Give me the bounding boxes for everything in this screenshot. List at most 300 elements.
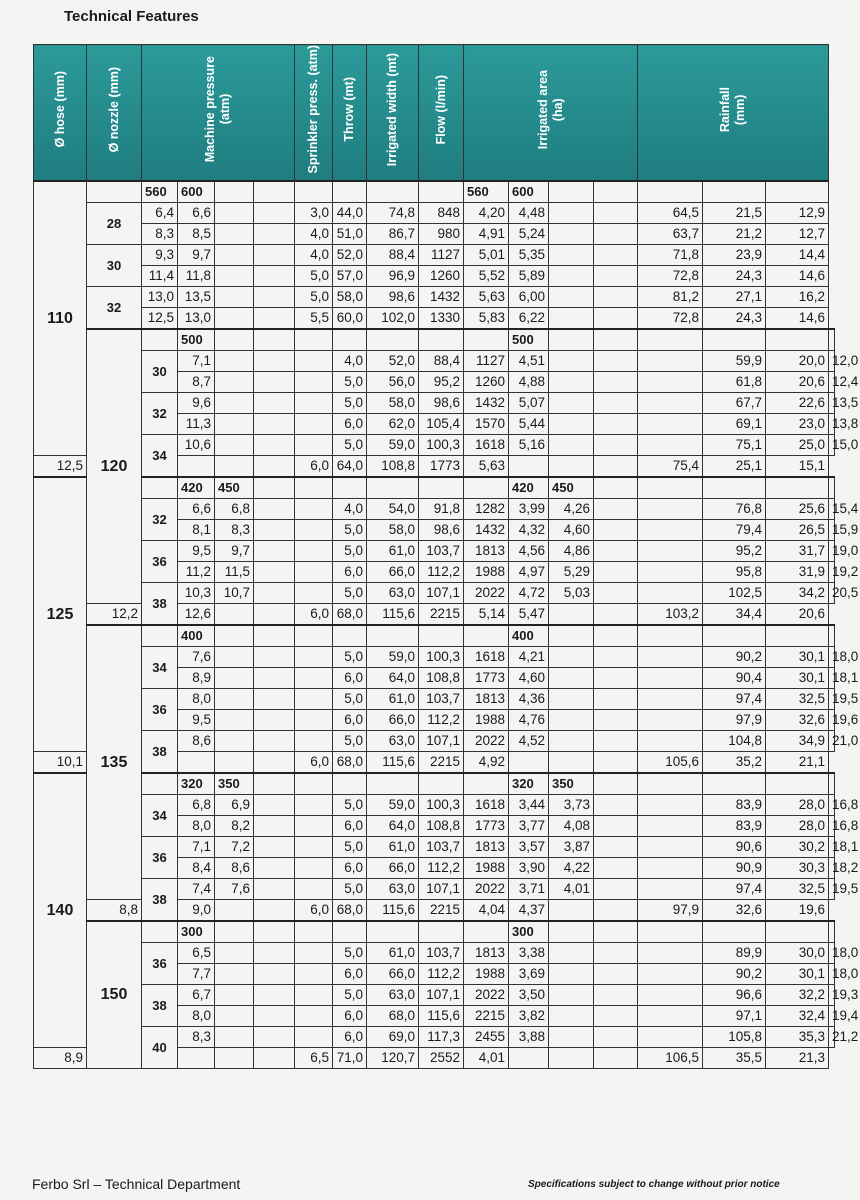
irrigated-area-value	[594, 984, 638, 1005]
machine-pressure-value	[215, 984, 254, 1005]
table-body	[34, 181, 859, 1069]
irrigated-area-value	[594, 371, 638, 392]
rainfall-value: 69,1	[703, 413, 766, 434]
sprinkler-pressure-value: 5,0	[333, 984, 367, 1005]
sprinkler-pressure-value: 5,0	[333, 730, 367, 751]
machine-pressure-value	[215, 751, 254, 773]
irrigated-area-value	[594, 899, 638, 921]
machine-pressure-value: 8,0	[178, 1005, 215, 1026]
machine-pressure-value	[254, 836, 295, 857]
rainfall-value: 34,4	[703, 603, 766, 625]
flow-value: 2455	[464, 1026, 509, 1047]
flow-value: 1570	[464, 413, 509, 434]
area-length-label: 350	[549, 773, 594, 795]
machine-pressure-value	[254, 498, 295, 519]
machine-pressure-value: 8,6	[215, 857, 254, 878]
rainfall-value: 24,3	[703, 307, 766, 329]
irrigated-width-value: 103,7	[419, 540, 464, 561]
rainfall-value: 16,2	[766, 286, 829, 307]
irrigated-area-value	[549, 1005, 594, 1026]
irrigated-area-value	[594, 434, 638, 455]
irrigated-area-value	[594, 878, 638, 899]
rainfall-value: 31,7	[766, 540, 829, 561]
irrigated-area-value	[638, 498, 703, 519]
machine-pressure-value	[254, 371, 295, 392]
irrigated-area-value	[594, 646, 638, 667]
sprinkler-pressure-value: 6,0	[295, 899, 333, 921]
header-row	[34, 45, 835, 181]
irrigated-area-value	[638, 857, 703, 878]
flow-value: 2215	[464, 1005, 509, 1026]
irrigated-area-value	[638, 709, 703, 730]
rainfall-value: 21,2	[829, 1026, 835, 1047]
machine-pressure-value	[295, 730, 333, 751]
header-rainfall: Rainfall (mm)	[638, 45, 829, 181]
machine-pressure-value	[254, 413, 295, 434]
machine-pressure-value: 6,8	[215, 498, 254, 519]
irrigated-area-value	[594, 794, 638, 815]
machine-pressure-value: 8,6	[178, 730, 215, 751]
irrigated-area-value: 5,44	[509, 413, 549, 434]
throw-value: 61,0	[367, 540, 419, 561]
machine-pressure-value	[215, 709, 254, 730]
irrigated-area-value: 5,35	[509, 244, 549, 265]
sprinkler-pressure-value: 6,0	[333, 1026, 367, 1047]
irrigated-area-value	[638, 413, 703, 434]
flow-value: 2022	[464, 878, 509, 899]
machine-pressure-value	[178, 455, 215, 477]
throw-value: 52,0	[367, 350, 419, 371]
nozzle-diameter: 34	[142, 794, 178, 836]
throw-value: 52,0	[333, 244, 367, 265]
irrigated-area-value	[594, 963, 638, 984]
irrigated-area-value: 3,87	[549, 836, 594, 857]
pressure-length-label	[295, 921, 333, 943]
rainfall-value: 15,0	[829, 434, 835, 455]
machine-pressure-value	[215, 434, 254, 455]
machine-pressure-value: 7,1	[178, 350, 215, 371]
machine-pressure-value	[254, 878, 295, 899]
rainfall-value: 97,4	[703, 688, 766, 709]
table-row	[34, 1026, 835, 1047]
machine-pressure-value	[295, 540, 333, 561]
throw-value: 66,0	[367, 561, 419, 582]
irrigated-area-value: 3,88	[509, 1026, 549, 1047]
rainfall-value: 30,2	[766, 836, 829, 857]
nozzle-diameter: 32	[142, 498, 178, 540]
flow-value: 1618	[464, 646, 509, 667]
rainfall-value: 35,5	[703, 1047, 766, 1068]
sprinkler-pressure-value: 6,0	[333, 857, 367, 878]
rainfall-value: 23,9	[703, 244, 766, 265]
irrigated-area-value	[594, 942, 638, 963]
irrigated-area-value	[549, 688, 594, 709]
hose-group-header-row	[34, 477, 835, 499]
irrigated-area-value	[549, 709, 594, 730]
empty-cell	[142, 773, 178, 795]
machine-pressure-value	[215, 371, 254, 392]
rainfall-value: 19,3	[829, 984, 835, 1005]
rainfall-value: 95,8	[703, 561, 766, 582]
machine-pressure-value	[215, 392, 254, 413]
irrigated-area-value	[549, 984, 594, 1005]
machine-pressure-value	[295, 815, 333, 836]
irrigated-width-value: 100,3	[419, 646, 464, 667]
machine-pressure-value	[295, 646, 333, 667]
irrigated-area-value	[594, 1047, 638, 1068]
irrigated-area-value: 4,26	[549, 498, 594, 519]
pressure-length-label: 350	[215, 773, 254, 795]
irrigated-area-value: 3,99	[509, 498, 549, 519]
throw-value: 60,0	[333, 307, 367, 329]
rainfall-value: 27,1	[703, 286, 766, 307]
machine-pressure-value	[254, 455, 295, 477]
irrigated-area-value	[638, 963, 703, 984]
irrigated-area-value	[549, 202, 594, 223]
rainfall-value: 12,7	[766, 223, 829, 244]
rainfall-value: 72,8	[638, 307, 703, 329]
sprinkler-pressure-value: 5,0	[333, 688, 367, 709]
rainfall-value: 22,6	[766, 392, 829, 413]
area-length-label	[594, 329, 638, 351]
machine-pressure-value	[254, 709, 295, 730]
empty-cell	[464, 773, 509, 795]
machine-pressure-value: 10,1	[34, 751, 87, 773]
table-row	[34, 498, 835, 519]
irrigated-area-value	[549, 265, 594, 286]
machine-pressure-value	[295, 392, 333, 413]
rainfall-value: 16,8	[829, 815, 835, 836]
irrigated-area-value: 4,37	[509, 899, 549, 921]
machine-pressure-value: 7,6	[215, 878, 254, 899]
machine-pressure-value: 9,3	[142, 244, 178, 265]
irrigated-area-value: 4,88	[509, 371, 549, 392]
sprinkler-pressure-value: 6,0	[333, 1005, 367, 1026]
area-length-label	[638, 625, 703, 647]
flow-value: 1813	[464, 942, 509, 963]
machine-pressure-value	[215, 307, 254, 329]
machine-pressure-value: 8,2	[215, 815, 254, 836]
machine-pressure-value	[295, 688, 333, 709]
flow-value: 1773	[419, 455, 464, 477]
throw-value: 63,0	[367, 582, 419, 603]
sprinkler-pressure-value: 6,0	[295, 455, 333, 477]
irrigated-area-value: 5,16	[509, 434, 549, 455]
sprinkler-pressure-value: 5,0	[333, 646, 367, 667]
machine-pressure-value	[215, 350, 254, 371]
irrigated-area-value	[549, 1026, 594, 1047]
empty-cell	[333, 181, 367, 203]
machine-pressure-value	[254, 646, 295, 667]
machine-pressure-value	[178, 1047, 215, 1068]
irrigated-width-value: 117,3	[419, 1026, 464, 1047]
irrigated-area-value	[638, 561, 703, 582]
irrigated-area-value: 4,92	[464, 751, 509, 773]
area-length-label	[549, 625, 594, 647]
rainfall-value: 34,9	[766, 730, 829, 751]
machine-pressure-value	[215, 603, 254, 625]
irrigated-width-value: 88,4	[419, 350, 464, 371]
sprinkler-pressure-value: 5,0	[295, 265, 333, 286]
machine-pressure-value: 8,0	[178, 815, 215, 836]
flow-value: 2552	[419, 1047, 464, 1068]
pressure-length-label: 420	[178, 477, 215, 499]
irrigated-width-value: 107,1	[419, 582, 464, 603]
pressure-length-label	[215, 181, 254, 203]
rainfall-value: 18,2	[829, 857, 835, 878]
area-length-label	[638, 329, 703, 351]
throw-value: 66,0	[367, 857, 419, 878]
irrigated-area-value	[594, 540, 638, 561]
empty-cell	[333, 921, 367, 943]
irrigated-width-value: 95,2	[419, 371, 464, 392]
empty-cell	[419, 921, 464, 943]
empty-cell	[703, 181, 766, 203]
table-row	[34, 942, 835, 963]
machine-pressure-value	[254, 603, 295, 625]
header-flow: Flow (l/min)	[419, 45, 464, 181]
irrigated-area-value: 4,60	[549, 519, 594, 540]
irrigated-area-value: 4,01	[549, 878, 594, 899]
irrigated-area-value: 5,52	[464, 265, 509, 286]
area-length-label	[549, 181, 594, 203]
machine-pressure-value	[254, 751, 295, 773]
irrigated-width-value: 74,8	[367, 202, 419, 223]
rainfall-value: 34,2	[766, 582, 829, 603]
pressure-length-label	[254, 625, 295, 647]
irrigated-area-value	[549, 1047, 594, 1068]
hose-diameter: 110	[34, 181, 87, 456]
throw-value: 64,0	[367, 815, 419, 836]
irrigated-area-value	[594, 751, 638, 773]
irrigated-area-value	[594, 1026, 638, 1047]
pressure-length-label	[254, 181, 295, 203]
machine-pressure-value	[295, 1026, 333, 1047]
nozzle-diameter: 38	[142, 582, 178, 625]
nozzle-diameter: 34	[142, 434, 178, 477]
empty-cell	[703, 625, 766, 647]
rainfall-value: 16,8	[829, 794, 835, 815]
empty-cell	[367, 181, 419, 203]
machine-pressure-value	[215, 688, 254, 709]
empty-cell	[464, 921, 509, 943]
nozzle-diameter: 38	[142, 984, 178, 1026]
throw-value: 61,0	[367, 836, 419, 857]
irrigated-area-value	[594, 730, 638, 751]
irrigated-area-value: 3,50	[509, 984, 549, 1005]
sprinkler-pressure-value: 5,0	[333, 540, 367, 561]
rainfall-value: 19,6	[766, 899, 829, 921]
flow-value: 1618	[464, 434, 509, 455]
sprinkler-pressure-value: 5,0	[333, 794, 367, 815]
irrigated-area-value: 5,01	[464, 244, 509, 265]
irrigated-width-value: 91,8	[419, 498, 464, 519]
rainfall-value: 89,9	[703, 942, 766, 963]
header-irrigated-area: Irrigated area (ha)	[464, 45, 638, 181]
machine-pressure-value	[215, 223, 254, 244]
irrigated-width-value: 115,6	[367, 751, 419, 773]
flow-value: 2215	[419, 899, 464, 921]
table-row	[34, 688, 835, 709]
machine-pressure-value	[295, 984, 333, 1005]
table-row	[34, 265, 835, 286]
irrigated-area-value	[638, 434, 703, 455]
machine-pressure-value	[254, 1005, 295, 1026]
page-title: Technical Features	[64, 8, 199, 25]
irrigated-width-value: 112,2	[419, 963, 464, 984]
irrigated-area-value	[638, 815, 703, 836]
empty-cell	[367, 477, 419, 499]
irrigated-area-value	[638, 688, 703, 709]
machine-pressure-value: 11,4	[142, 265, 178, 286]
rainfall-value: 35,3	[766, 1026, 829, 1047]
irrigated-width-value: 98,6	[419, 519, 464, 540]
irrigated-area-value	[638, 1005, 703, 1026]
machine-pressure-value	[215, 667, 254, 688]
flow-value: 1813	[464, 540, 509, 561]
empty-cell	[766, 625, 829, 647]
rainfall-value: 61,8	[703, 371, 766, 392]
area-length-label	[638, 477, 703, 499]
throw-value: 58,0	[367, 519, 419, 540]
empty-cell	[333, 773, 367, 795]
table-row	[34, 392, 835, 413]
machine-pressure-value	[254, 963, 295, 984]
nozzle-diameter: 36	[142, 942, 178, 984]
rainfall-value: 103,2	[638, 603, 703, 625]
empty-cell	[638, 181, 703, 203]
sprinkler-pressure-value: 4,0	[295, 223, 333, 244]
nozzle-diameter: 32	[87, 286, 142, 329]
sprinkler-pressure-value: 6,0	[333, 413, 367, 434]
rainfall-value: 15,4	[829, 498, 835, 519]
rainfall-value: 81,2	[638, 286, 703, 307]
table-row	[34, 540, 835, 561]
irrigated-area-value	[594, 202, 638, 223]
machine-pressure-value: 11,5	[215, 561, 254, 582]
area-length-label: 450	[549, 477, 594, 499]
sprinkler-pressure-value: 3,0	[295, 202, 333, 223]
area-length-label: 300	[509, 921, 549, 943]
machine-pressure-value	[254, 815, 295, 836]
pressure-length-label	[254, 921, 295, 943]
throw-value: 58,0	[333, 286, 367, 307]
rainfall-value: 72,8	[638, 265, 703, 286]
rainfall-value: 21,3	[766, 1047, 829, 1068]
irrigated-width-value: 115,6	[367, 899, 419, 921]
flow-value: 2022	[464, 730, 509, 751]
throw-value: 59,0	[367, 646, 419, 667]
irrigated-width-value: 112,2	[419, 709, 464, 730]
irrigated-area-value	[549, 603, 594, 625]
nozzle-diameter: 36	[142, 540, 178, 582]
irrigated-area-value	[594, 815, 638, 836]
machine-pressure-value: 12,2	[87, 603, 142, 625]
machine-pressure-value	[254, 1047, 295, 1068]
rainfall-value: 32,5	[766, 878, 829, 899]
area-length-label	[594, 477, 638, 499]
rainfall-value: 32,5	[766, 688, 829, 709]
header-nozzle: Ø nozzle (mm)	[87, 45, 142, 181]
irrigated-area-value: 3,82	[509, 1005, 549, 1026]
machine-pressure-value	[215, 730, 254, 751]
rainfall-value: 30,1	[766, 646, 829, 667]
flow-value: 1330	[419, 307, 464, 329]
rainfall-value: 18,0	[829, 646, 835, 667]
rainfall-value: 30,1	[766, 667, 829, 688]
irrigated-area-value	[638, 582, 703, 603]
machine-pressure-value	[295, 350, 333, 371]
rainfall-value: 18,0	[829, 963, 835, 984]
irrigated-area-value	[594, 244, 638, 265]
area-length-label: 600	[509, 181, 549, 203]
table-row	[34, 794, 835, 815]
rainfall-value: 32,2	[766, 984, 829, 1005]
empty-cell	[367, 625, 419, 647]
irrigated-area-value: 4,01	[464, 1047, 509, 1068]
flow-value: 2215	[419, 603, 464, 625]
flow-value: 1618	[464, 794, 509, 815]
hose-diameter: 135	[87, 625, 142, 900]
pressure-length-label	[215, 625, 254, 647]
machine-pressure-value	[215, 1047, 254, 1068]
hose-group-header-row	[34, 625, 835, 647]
hose-diameter: 150	[87, 921, 142, 1069]
machine-pressure-value: 8,8	[87, 899, 142, 921]
irrigated-area-value	[594, 392, 638, 413]
rainfall-value: 30,1	[766, 963, 829, 984]
machine-pressure-value	[295, 667, 333, 688]
machine-pressure-value	[254, 688, 295, 709]
sprinkler-pressure-value: 5,0	[295, 286, 333, 307]
irrigated-area-value: 5,14	[464, 603, 509, 625]
table-row	[34, 836, 835, 857]
machine-pressure-value	[215, 963, 254, 984]
throw-value: 44,0	[333, 202, 367, 223]
rainfall-value: 90,4	[703, 667, 766, 688]
flow-value: 980	[419, 223, 464, 244]
machine-pressure-value	[215, 202, 254, 223]
rainfall-value: 28,0	[766, 794, 829, 815]
sprinkler-pressure-value: 6,0	[295, 751, 333, 773]
hose-diameter: 120	[87, 329, 142, 604]
rainfall-value: 32,4	[766, 1005, 829, 1026]
irrigated-area-value	[594, 519, 638, 540]
rainfall-value: 83,9	[703, 815, 766, 836]
irrigated-area-value	[594, 1005, 638, 1026]
machine-pressure-value: 8,3	[178, 1026, 215, 1047]
pressure-length-label: 560	[142, 181, 178, 203]
table-row	[34, 350, 835, 371]
machine-pressure-value	[295, 561, 333, 582]
irrigated-width-value: 108,8	[419, 815, 464, 836]
rainfall-value: 20,6	[766, 371, 829, 392]
machine-pressure-value	[254, 899, 295, 921]
flow-value: 848	[419, 202, 464, 223]
irrigated-area-value: 4,60	[509, 667, 549, 688]
area-length-label	[594, 773, 638, 795]
throw-value: 59,0	[367, 434, 419, 455]
machine-pressure-value	[254, 540, 295, 561]
empty-cell	[419, 625, 464, 647]
rainfall-value: 21,1	[766, 751, 829, 773]
nozzle-diameter: 36	[142, 836, 178, 878]
hose-group-header-row	[34, 773, 835, 795]
irrigated-area-value	[638, 942, 703, 963]
irrigated-area-value: 4,20	[464, 202, 509, 223]
irrigated-area-value	[638, 1026, 703, 1047]
throw-value: 57,0	[333, 265, 367, 286]
